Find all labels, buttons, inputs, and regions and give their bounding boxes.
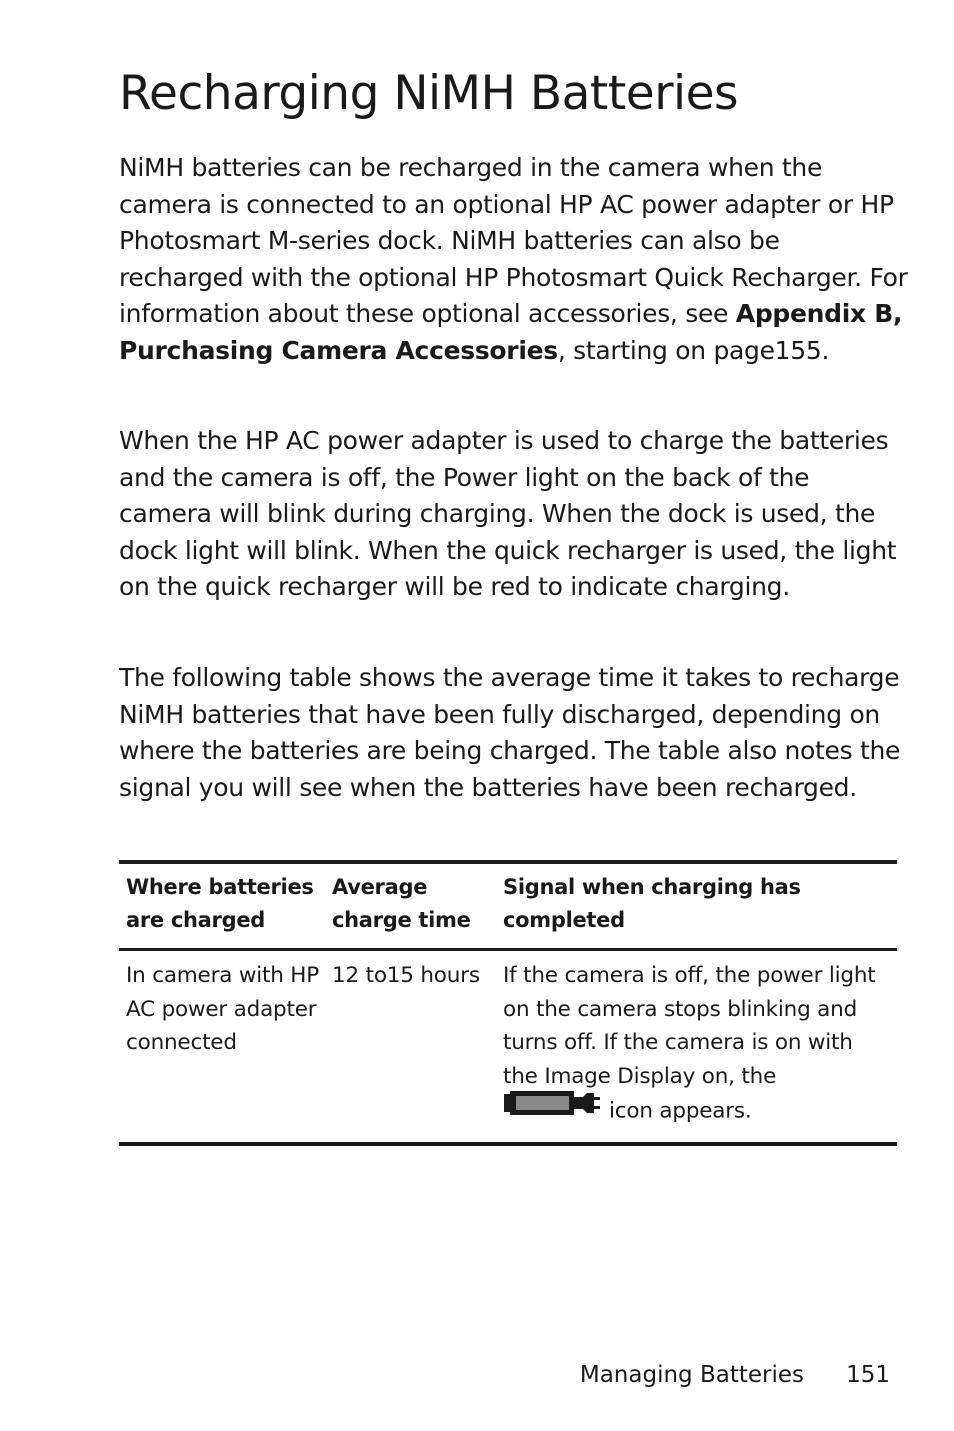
intro-text-end: , starting on page155. [557, 335, 830, 365]
battery-plug-icon [503, 1090, 601, 1127]
header-signal: Signal when charging has completed [503, 875, 801, 932]
cell-signal [496, 950, 897, 1144]
cell-location: In camera with HP AC power adapter connected [126, 963, 319, 1055]
page-number: 151 [846, 1362, 890, 1388]
page-title: Recharging NiMH Batteries [119, 66, 738, 121]
header-charge-time: Average charge time [332, 875, 471, 932]
cell-charge-time: 12 to15 hours [332, 963, 480, 988]
appendix-reference: Appendix B, Purchasing Camera Accessories [119, 299, 903, 365]
intro-text: NiMH batteries can be recharged in the camera when the camera is connected to an optional HP AC power adapter or HP Photosmart M-series dock. NiMH batteries can also be recharged with the optional HP Photosmart Quick Recharger. For information about these optional accessories, see [119, 153, 908, 328]
signal-text-end: icon appears. [609, 1098, 752, 1124]
charge-time-table [119, 860, 897, 1146]
signal-text: If the camera is off, the power light on the camera stops blinking and turns off. If the camera is on with the Image Display on, the [503, 963, 876, 1089]
header-location: Where batteries are charged [126, 875, 314, 932]
charging-light-paragraph: When the HP AC power adapter is used to charge the batteries and the camera is off, the Power light on the back of the camera will blink during charging. When the dock is used, the dock light will blink. When the quick recharger is used, the light on the quick recharger will be red to indicate charging. [119, 426, 897, 601]
table-row [119, 950, 897, 1144]
charge-table [119, 860, 897, 1146]
page-footer [0, 1357, 954, 1393]
table-intro-paragraph: The following table shows the average time it takes to recharge NiMH batteries that have been fully discharged, depending on where the batteries are being charged. The table also notes the signal you will see when the batteries have been recharged. [119, 663, 901, 802]
table-header-row [119, 862, 897, 950]
intro-paragraph [119, 150, 909, 369]
footer-section-title: Managing Batteries [579, 1362, 804, 1388]
